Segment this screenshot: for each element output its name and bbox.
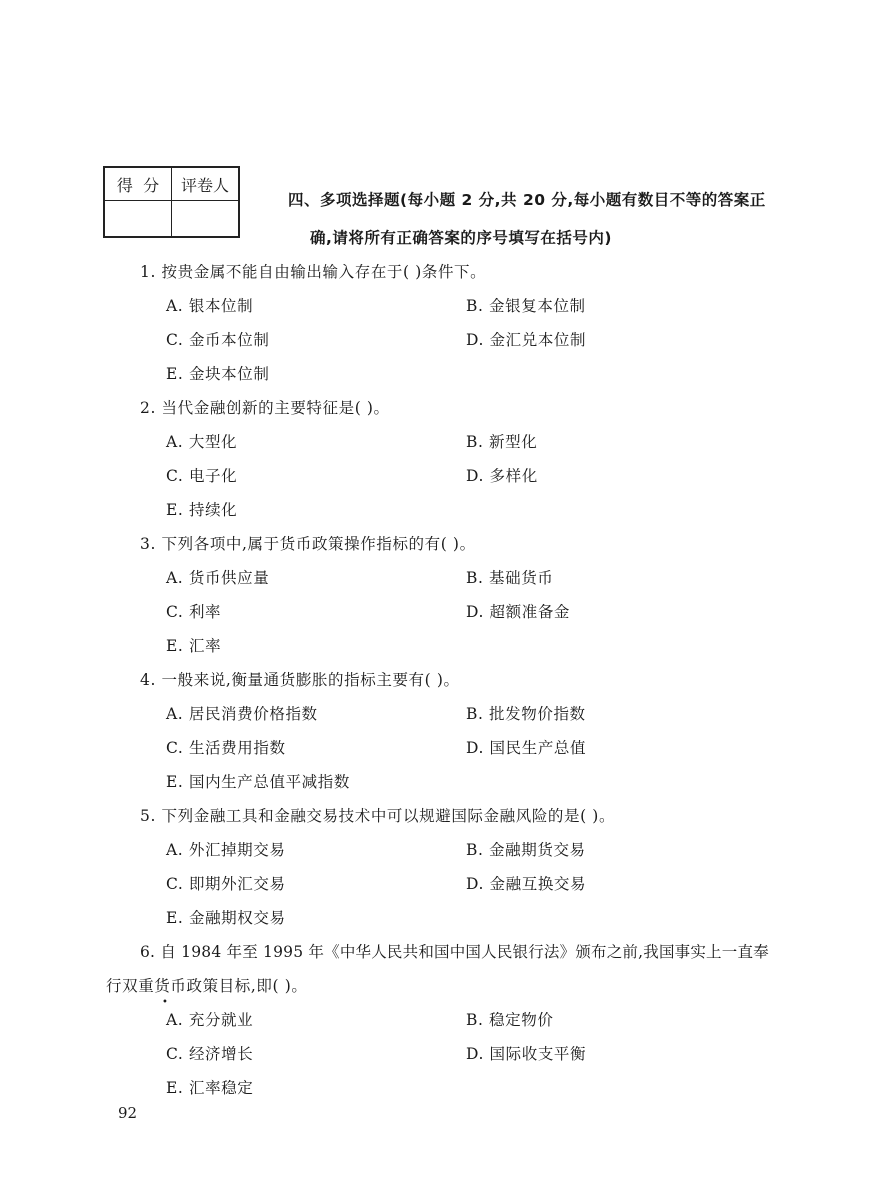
- question-3-option-d: D. 超额准备金: [466, 603, 571, 621]
- question-4-option-b: B. 批发物价指数: [466, 705, 586, 723]
- question-3-option-b: B. 基础货币: [466, 569, 554, 587]
- question-4-option-a: A. 居民消费价格指数: [166, 705, 318, 723]
- question-6-option-c: C. 经济增长: [166, 1045, 254, 1063]
- question-2-stem: 2. 当代金融创新的主要特征是( )。: [140, 399, 390, 417]
- question-5-option-e: E. 金融期权交易: [166, 909, 286, 927]
- section-heading-line2: 确,请将所有正确答案的序号填写在括号内): [310, 229, 612, 247]
- grader-cell[interactable]: [172, 201, 240, 238]
- question-4-stem: 4. 一般来说,衡量通货膨胀的指标主要有( )。: [140, 671, 460, 689]
- question-6-option-b: B. 稳定物价: [466, 1011, 554, 1029]
- question-2-option-b: B. 新型化: [466, 433, 538, 451]
- question-2-option-c: C. 电子化: [166, 467, 238, 485]
- question-6-stem-continued: 行双重货币政策目标,即( )。: [106, 977, 308, 995]
- question-3-option-a: A. 货币供应量: [166, 569, 270, 587]
- question-6-stem: 6. 自 1984 年至 1995 年《中华人民共和国中国人民银行法》颁布之前,我国事实上一直奉: [140, 943, 769, 961]
- section-heading-line1: 四、多项选择题(每小题 2 分,共 20 分,每小题有数目不等的答案正: [288, 191, 766, 209]
- question-6-option-d: D. 国际收支平衡: [466, 1045, 587, 1063]
- question-5-option-a: A. 外汇掉期交易: [166, 841, 286, 859]
- question-2-option-a: A. 大型化: [166, 433, 238, 451]
- stray-dot: •: [162, 997, 168, 1008]
- score-cell[interactable]: [104, 201, 172, 238]
- question-1-stem: 1. 按贵金属不能自由输出输入存在于( )条件下。: [140, 263, 487, 281]
- question-2-option-d: D. 多样化: [466, 467, 538, 485]
- score-table: [103, 166, 240, 238]
- question-1-option-e: E. 金块本位制: [166, 365, 270, 383]
- question-3-option-e: E. 汇率: [166, 637, 222, 655]
- question-1-option-c: C. 金币本位制: [166, 331, 270, 349]
- question-4-option-c: C. 生活费用指数: [166, 739, 286, 757]
- question-6-option-e: E. 汇率稳定: [166, 1079, 254, 1097]
- page-number: 92: [118, 1104, 138, 1122]
- question-3-stem: 3. 下列各项中,属于货币政策操作指标的有( )。: [140, 535, 476, 553]
- question-4-option-e: E. 国内生产总值平减指数: [166, 773, 350, 791]
- question-1-option-d: D. 金汇兑本位制: [466, 331, 587, 349]
- question-5-option-d: D. 金融互换交易: [466, 875, 587, 893]
- question-5-option-b: B. 金融期货交易: [466, 841, 586, 859]
- question-1-option-b: B. 金银复本位制: [466, 297, 586, 315]
- question-5-stem: 5. 下列金融工具和金融交易技术中可以规避国际金融风险的是( )。: [140, 807, 616, 825]
- question-5-option-c: C. 即期外汇交易: [166, 875, 286, 893]
- score-header: 得 分: [104, 167, 172, 201]
- question-3-option-c: C. 利率: [166, 603, 222, 621]
- question-6-option-a: A. 充分就业: [166, 1011, 254, 1029]
- question-4-option-d: D. 国民生产总值: [466, 739, 587, 757]
- question-1-option-a: A. 银本位制: [166, 297, 254, 315]
- grader-header: 评卷人: [172, 167, 240, 201]
- question-2-option-e: E. 持续化: [166, 501, 238, 519]
